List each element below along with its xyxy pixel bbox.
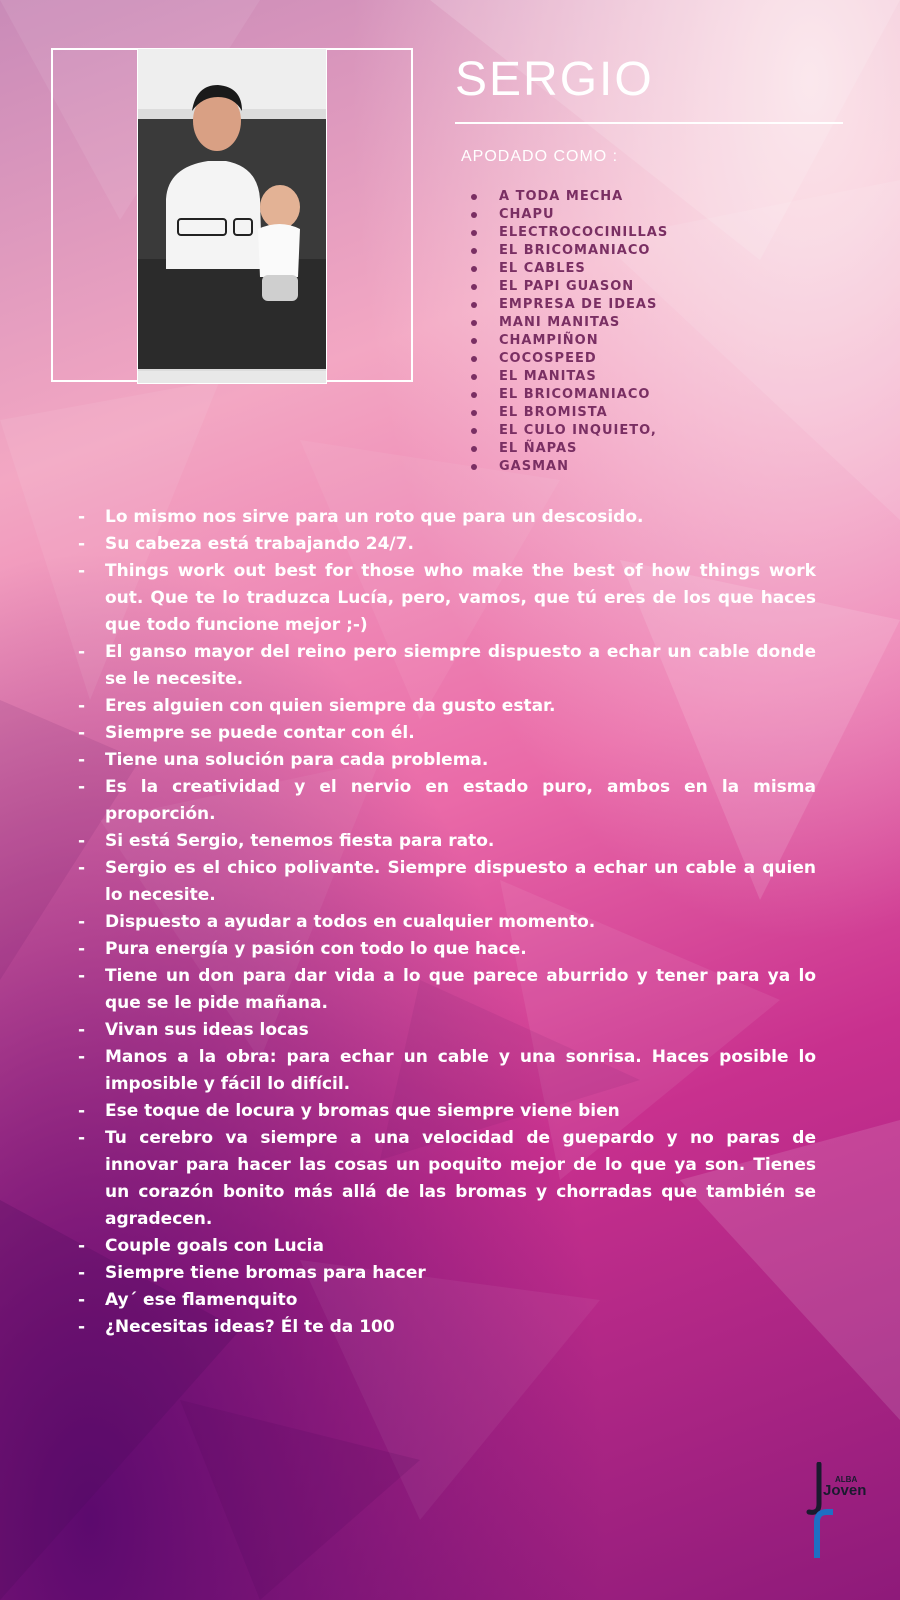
dash-marker: - bbox=[78, 696, 86, 716]
bullet-icon bbox=[471, 464, 477, 470]
nickname-item bbox=[468, 224, 668, 242]
dash-marker: - bbox=[78, 1128, 86, 1148]
bullet-icon bbox=[471, 374, 477, 380]
nickname-text: EMPRESA DE IDEAS bbox=[499, 297, 658, 312]
bullet-icon bbox=[471, 410, 477, 416]
dash-marker: - bbox=[78, 1263, 86, 1283]
description-text: Manos a la obra: para echar un cable y una sonrisa. Haces posible lo imposible y fácil lo difícil. bbox=[105, 1047, 816, 1094]
nickname-item bbox=[468, 332, 668, 350]
description-item bbox=[74, 531, 816, 558]
nickname-item bbox=[468, 350, 668, 368]
nickname-text: ELECTROCOCINILLAS bbox=[499, 225, 669, 240]
description-item bbox=[74, 1098, 816, 1125]
description-text: Siempre tiene bromas para hacer bbox=[105, 1263, 426, 1283]
dash-marker: - bbox=[78, 1020, 86, 1040]
alba-joven-logo bbox=[803, 1462, 867, 1558]
description-item bbox=[74, 558, 816, 639]
bullet-icon bbox=[471, 248, 477, 254]
nickname-text: EL BRICOMANIACO bbox=[499, 387, 651, 402]
logo-small-text: ALBA bbox=[835, 1475, 858, 1484]
bullet-icon bbox=[471, 320, 477, 326]
dash-marker: - bbox=[78, 723, 86, 743]
description-text: Sergio es el chico polivante. Siempre dispuesto a echar un cable a quien lo necesite. bbox=[105, 858, 816, 905]
nickname-item bbox=[468, 188, 668, 206]
description-item bbox=[74, 639, 816, 693]
description-item bbox=[74, 1260, 816, 1287]
bullet-icon bbox=[471, 338, 477, 344]
description-item bbox=[74, 855, 816, 909]
dash-marker: - bbox=[78, 561, 86, 581]
nicknames-heading: APODADO COMO : bbox=[461, 148, 619, 165]
description-list bbox=[74, 504, 816, 1341]
dash-marker: - bbox=[78, 534, 86, 554]
description-text: Tiene una solución para cada problema. bbox=[105, 750, 489, 770]
nickname-text: A TODA MECHA bbox=[499, 189, 624, 204]
bullet-icon bbox=[471, 194, 477, 200]
bullet-icon bbox=[471, 266, 477, 272]
description-text: Ese toque de locura y bromas que siempre viene bien bbox=[105, 1101, 620, 1121]
nickname-text: EL BRICOMANIACO bbox=[499, 243, 651, 258]
bullet-icon bbox=[471, 284, 477, 290]
name-divider bbox=[455, 122, 843, 124]
description-item bbox=[74, 1017, 816, 1044]
dash-marker: - bbox=[78, 939, 86, 959]
bullet-icon bbox=[471, 428, 477, 434]
nickname-item bbox=[468, 386, 668, 404]
description-text: Lo mismo nos sirve para un roto que para un descosido. bbox=[105, 507, 644, 527]
dash-marker: - bbox=[78, 1047, 86, 1067]
description-text: Couple goals con Lucia bbox=[105, 1236, 324, 1256]
description-item bbox=[74, 720, 816, 747]
description-text: Su cabeza está trabajando 24/7. bbox=[105, 534, 414, 554]
nickname-text: EL MANITAS bbox=[499, 369, 597, 384]
nickname-text: EL CABLES bbox=[499, 261, 586, 276]
bullet-icon bbox=[471, 302, 477, 308]
description-text: Dispuesto a ayudar a todos en cualquier momento. bbox=[105, 912, 596, 932]
nickname-text: CHAPU bbox=[499, 207, 555, 222]
nickname-item bbox=[468, 368, 668, 386]
dash-marker: - bbox=[78, 966, 86, 986]
description-text: Es la creatividad y el nervio en estado puro, ambos en la misma proporción. bbox=[105, 777, 816, 824]
nickname-item bbox=[468, 296, 668, 314]
nickname-list bbox=[468, 188, 668, 476]
description-text: Tiene un don para dar vida a lo que parece aburrido y tener para ya lo que se le pide mañana. bbox=[105, 966, 816, 1013]
description-item bbox=[74, 1314, 816, 1341]
nickname-text: COCOSPEED bbox=[499, 351, 597, 366]
nickname-item bbox=[468, 206, 668, 224]
dash-marker: - bbox=[78, 912, 86, 932]
nickname-item bbox=[468, 242, 668, 260]
description-item bbox=[74, 1044, 816, 1098]
description-text: Pura energía y pasión con todo lo que hace. bbox=[105, 939, 527, 959]
description-item bbox=[74, 909, 816, 936]
nickname-text: GASMAN bbox=[499, 459, 569, 474]
nickname-item bbox=[468, 404, 668, 422]
bullet-icon bbox=[471, 392, 477, 398]
dash-marker: - bbox=[78, 507, 86, 527]
description-text: El ganso mayor del reino pero siempre dispuesto a echar un cable donde se le necesite. bbox=[105, 642, 816, 689]
description-item bbox=[74, 747, 816, 774]
description-item bbox=[74, 936, 816, 963]
description-item bbox=[74, 1287, 816, 1314]
dash-marker: - bbox=[78, 831, 86, 851]
dash-marker: - bbox=[78, 1317, 86, 1337]
nickname-item bbox=[468, 422, 668, 440]
description-text: Eres alguien con quien siempre da gusto estar. bbox=[105, 696, 556, 716]
nickname-text: CHAMPIÑON bbox=[499, 333, 599, 348]
dash-marker: - bbox=[78, 777, 86, 797]
nickname-text: EL BROMISTA bbox=[499, 405, 608, 420]
dash-marker: - bbox=[78, 1290, 86, 1310]
description-item bbox=[74, 828, 816, 855]
nickname-item bbox=[468, 458, 668, 476]
description-text: Si está Sergio, tenemos fiesta para rato. bbox=[105, 831, 495, 851]
bullet-icon bbox=[471, 446, 477, 452]
bullet-icon bbox=[471, 356, 477, 362]
dash-marker: - bbox=[78, 1236, 86, 1256]
description-text: Tu cerebro va siempre a una velocidad de guepardo y no paras de innovar para hacer las cosas un poquito mejor de lo que ya son. Tienes un corazón bonito más allá de las bromas y chorradas que también se agradecen. bbox=[105, 1128, 816, 1229]
description-text: Vivan sus ideas locas bbox=[105, 1020, 309, 1040]
dash-marker: - bbox=[78, 642, 86, 662]
nickname-item bbox=[468, 260, 668, 278]
nickname-text: MANI MANITAS bbox=[499, 315, 621, 330]
description-item bbox=[74, 774, 816, 828]
nickname-text: EL PAPI GUASON bbox=[499, 279, 635, 294]
description-item bbox=[74, 963, 816, 1017]
profile-photo bbox=[137, 48, 327, 384]
nickname-text: EL CULO INQUIETO, bbox=[499, 423, 657, 438]
description-text: ¿Necesitas ideas? Él te da 100 bbox=[105, 1317, 395, 1337]
description-item bbox=[74, 1125, 816, 1233]
logo-text: Joven bbox=[823, 1482, 867, 1499]
bullet-icon bbox=[471, 230, 477, 236]
description-text: Siempre se puede contar con él. bbox=[105, 723, 415, 743]
description-text: Things work out best for those who make the best of how things work out. Que te lo traduzca Lucía, pero, vamos, que tú eres de los que haces que todo funcione mejor ;-) bbox=[105, 561, 816, 635]
dash-marker: - bbox=[78, 1101, 86, 1121]
description-item bbox=[74, 504, 816, 531]
nickname-item bbox=[468, 440, 668, 458]
description-item bbox=[74, 693, 816, 720]
nickname-item bbox=[468, 278, 668, 296]
description-text: Ay´ ese flamenquito bbox=[105, 1290, 298, 1310]
bullet-icon bbox=[471, 212, 477, 218]
nickname-text: EL ÑAPAS bbox=[499, 441, 578, 456]
dash-marker: - bbox=[78, 750, 86, 770]
dash-marker: - bbox=[78, 858, 86, 878]
description-item bbox=[74, 1233, 816, 1260]
person-name: SERGIO bbox=[455, 53, 654, 106]
nickname-item bbox=[468, 314, 668, 332]
